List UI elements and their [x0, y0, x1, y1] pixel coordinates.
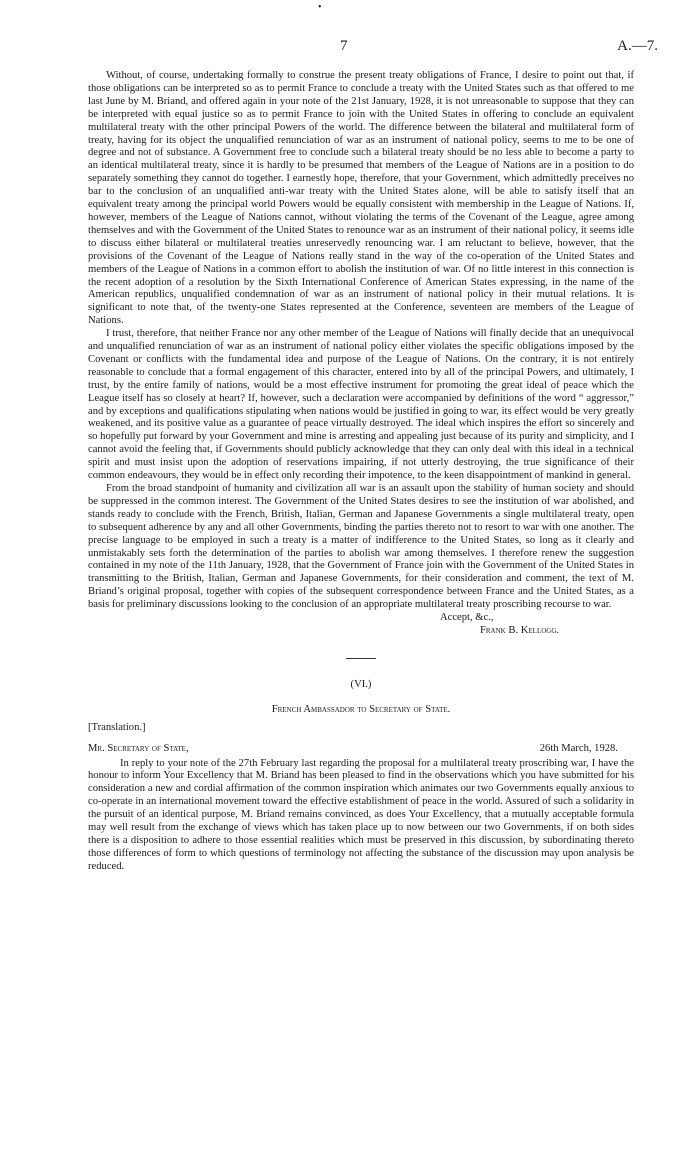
- paragraph: I trust, therefore, that neither France nor any other member of the League of Nations will finally decide that an unequivocal and unqualified renunciation of war as an instrument of national policy either violates the specific obligations imposed by the Covenant or conflicts with the fundamental idea and purpose of the League of Nations. On the contrary, it is not entirely reasonable to conclude that a formal engagement of this character, entered into by all of the principal Powers, and ultimately, I trust, by the entire family of nations, would be a most effective instrument for promoting the great ideal of peace which the League itself has so closely at heart? If, however, such a declaration were accompanied by definitions of the word “ aggressor,” and by exceptions and qualifications stipulating when nations would be justified in going to war, its effect would be very greatly weakened, and its positive value as a guarantee of peace virtually destroyed. The ideal which inspires the effort so sincerely and so hopefully put forward by your Government and mine is arresting and appealing just because of its purity and simplicity, and I cannot avoid the feeling that, if Governments should publicly acknowledge that they can only deal with this ideal in a technical spirit and must insist upon the adoption of reservations impairing, if not utterly destroying, the true significance of their common endeavours, they would be in effect only recording their impotence, to the keen disappointment of mankind in general.: [88, 328, 634, 482]
- signature-name: Frank B. Kellogg.: [480, 624, 560, 636]
- letter-date: 26th March, 1928.: [539, 742, 618, 754]
- section-title: French Ambassador to Secretary of State.: [271, 703, 451, 715]
- paragraph: Without, of course, undertaking formally to construe the present treaty obligations of France, I desire to point out that, if those obligations can be interpreted so as to permit France to conclude a treaty with the United States such as that offered to me last June by M. Briand, and offered again in your note of the 21st January, 1928, it is not unreasonable to suppose that they can be interpreted with equal justice so as to permit France to join with the United States in offering to conclude an equivalent multilateral treaty with the other principal Powers of the world. The difference between the bilateral and multilateral form of treaty, having for its object the unqualified renunciation of war as an instrument of national policy, seems to me to be one of degree and not of substance. A Government free to conclude such a bilateral treaty should be no less able to become a party to an identical multilateral treaty, since it is hardly to be presumed that members of the League of Nations are in a position to do separately something they cannot do together. I earnestly hope, therefore, that your Government, which admittedly preceives no bar to the conclusion of an unqualified anti-war treaty with the United States alone, will be able to satisfy itself that an equivalent treaty among the principal world Powers would be equally consistent with membership in the League of Nations. If, however, members of the League of Nations cannot, without violating the terms of the Covenant of the League, agree among themselves and with the Government of the United States to renounce war as an instrument of their national policy, it seems idle to discuss either bilateral or multilateral treaties unreservedly renouncing war. I am reluctant to believe, however, that the provisions of the Covenant of the League of Nations really stand in the way of the co-operation of the United States and members of the League of Nations in a common effort to abolish the institution of war. Of no little interest in this connection is the recent adoption of a resolution by the Sixth International Conference of American States expressing, in the name of the American republics, unqualified condemnation of war as an instrument of national policy in their mutual relations. It is significant to note that, of the twenty-one States represented at the Conference, seventeen are members of the League of Nations.: [88, 70, 634, 327]
- paragraph: In reply to your note of the 27th February last regarding the proposal for a multilateral treaty proscribing war, I have the honour to inform Your Excellency that M. Briand has been pleased to find in the observations which you have submitted for his consideration a new and cordial affirmation of the common inspiration which animates our two Governments equally anxious to co-operate in an international movement toward the effective establishment of peace in the world. Assured of such a solidarity in the pursuit of an identical purpose, M. Briand remains convinced, as does Your Excellency, that a mutually acceptable formula may well result from the exchange of views which has taken place up to now between our two Governments, if on both sides there is a disposition to adhere to those essential realities which must be preserved in this discussion, by subordinating thereto those differences of form to which questions of terminology not affecting the substance of the discussion may upon analysis be reduced.: [88, 757, 634, 872]
- page-number: 7: [340, 38, 348, 54]
- section-divider: [346, 658, 376, 659]
- section-number: (VI.): [350, 678, 372, 690]
- paragraph: From the broad standpoint of humanity and civilization all war is an assault upon the stability of human society and should be suppressed in the common interest. The Government of the United States desires to see the institution of war abolished, and stands ready to conclude with the French, British, Italian, German and Japanese Governments a single multilateral treaty, open to subsequent adherence by any and all other Governments, binding the parties thereto not to resort to war with one another. The precise language to be employed in such a treaty is a matter of indifference to the United States, so long as it clearly and unmistakably sets forth the determination of the parties to abolish war among themselves. I therefore renew the suggestion contained in my note of the 11th January, 1928, that the Government of France join with the Government of the United States in transmitting to the British, Italian, German and Japanese Governments, for their consideration and comment, the text of M. Briand’s original proposal, together with copies of the subsequent correspondence between France and the United States, as a basis for preliminary discussions looking to the conclusion of an appropriate multilateral treaty proscribing recourse to war.: [88, 483, 634, 611]
- document-reference: A.—7.: [617, 38, 658, 54]
- salutation: Mr. Secretary of State,: [88, 742, 189, 754]
- address-line: [88, 743, 618, 756]
- scan-mark: •: [318, 2, 322, 13]
- translation-note: [Translation.]: [88, 721, 146, 733]
- body-text: [88, 70, 634, 874]
- closing-accept: Accept, &c.,: [440, 612, 494, 624]
